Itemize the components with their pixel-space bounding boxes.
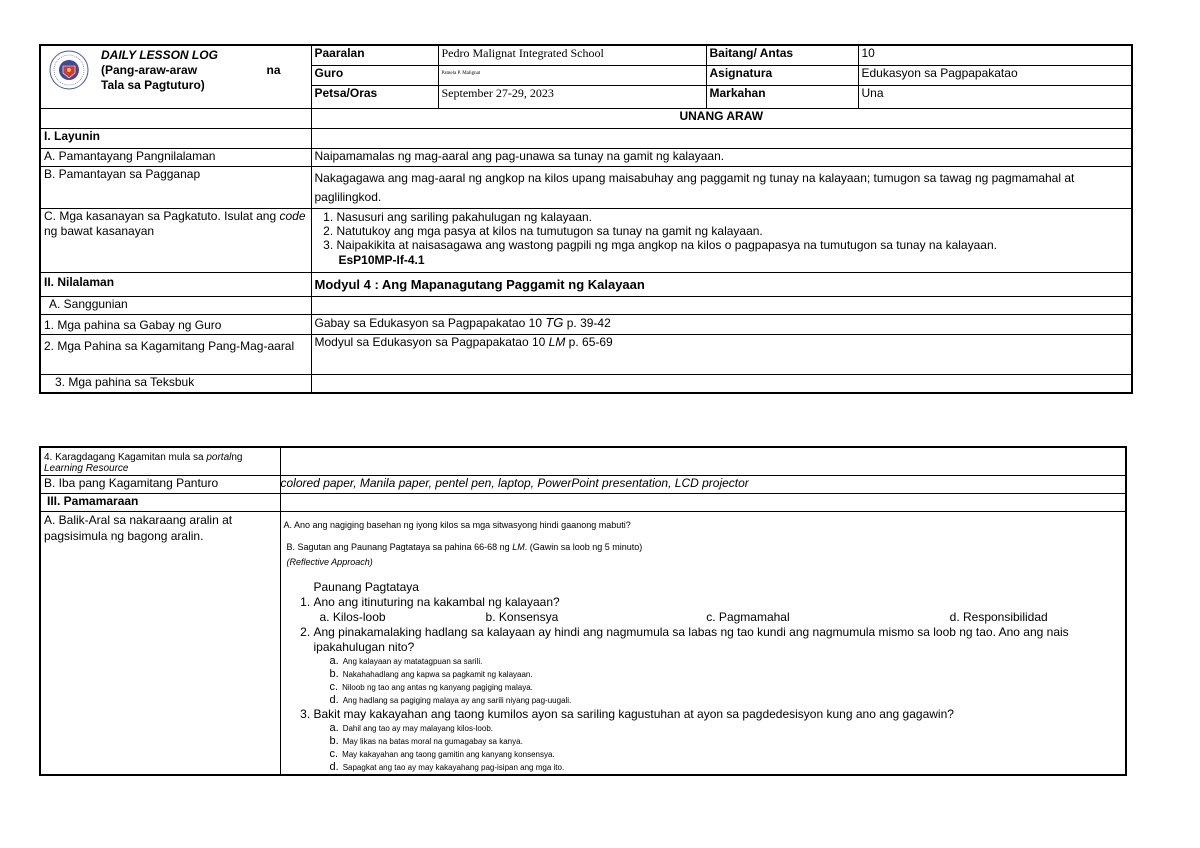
pamamaraan-heading: III. Pamamaraan — [40, 493, 280, 511]
quiz-choice — [330, 722, 1123, 735]
choice-text: Niloob ng tao ang antas ng kanyang pagiging malaya. — [342, 682, 533, 692]
day-title: UNANG ARAW — [311, 109, 1132, 129]
objectives-list — [315, 210, 1129, 252]
paaralan-value: Pedro Malignat Integrated School — [438, 45, 706, 65]
quiz-choices — [314, 722, 1123, 774]
quiz-inline-choices — [314, 610, 1123, 625]
iba-value: colored paper, Manila paper, pentel pen, laptop, PowerPoint presentation, LCD projector — [280, 475, 1126, 493]
pamantayang-pangnilalaman-label: A. Pamantayang Pangnilalaman — [40, 149, 311, 167]
quiz-choice — [330, 761, 1123, 774]
reflective-approach: (Reflective Approach) — [286, 556, 373, 567]
kasanayan-label: C. Mga kasanayan sa Pagkatuto. Isulat ang code ng bawat kasanayan — [40, 209, 311, 273]
choice-text: Sapagkat ang tao ay may kakayahang pag-isipan ang mga ito. — [342, 762, 565, 772]
quiz-question: 3. Bakit may kakayahan ang taong kumilos ayon sa sariling kagustuhan at ayon sa pagdedesisyon kung ano ang gagawin? — [313, 706, 954, 721]
gabay-label: 1. Mga pahina sa Gabay ng Guro — [40, 315, 311, 335]
log-title: DAILY LESSON LOG — [101, 48, 218, 62]
balik-aral-label: A. Balik-Aral sa nakaraang aralin at pagsisimula ng bagong aralin. — [40, 511, 280, 775]
question-b: B. Sagutan ang Paunang Pagtataya sa pahina 66-68 ng LM. (Gawin sa loob ng 5 minuto) — [286, 541, 643, 552]
objective-item: 2. Natutukoy ang mga pasya at kilos na tumutugon sa tunay na gamit ng kalayaan. — [337, 224, 1129, 238]
karagdagang-label: 4. Karagdagang Kagamitan mula sa portalng Learning Resource — [40, 447, 280, 475]
choice-text: May likas na batas moral na gumagabay sa kanya. — [342, 736, 523, 746]
choice-text: Nakahahadlang ang kapwa sa pagkamit ng kalayaan. — [342, 669, 533, 679]
balik-aral-content — [280, 511, 1126, 775]
daily-lesson-log-table — [39, 44, 1133, 394]
choice-text: Ang kalayaan ay matatagpuan sa sarili. — [342, 656, 483, 666]
quiz-choice — [330, 681, 1123, 694]
choice-letter: b. — [329, 667, 339, 680]
pamamaraan-table — [39, 446, 1127, 776]
asignatura-value: Edukasyon sa Pagpapakatao — [858, 65, 1132, 85]
choice-letter: b. — [329, 734, 339, 747]
choice-letter: c. — [329, 680, 339, 693]
quiz-question: 2. Ang pinakamalaking hadlang sa kalayaan ay hindi ang nagmumula sa labas ng tao kundi ang nagmumula mismo sa loob ng tao. Ano ang nais ipakahulugan nito? — [313, 624, 1069, 654]
layunin-heading: I. Layunin — [40, 129, 311, 149]
choice-letter: c. — [329, 747, 339, 760]
quiz-choice — [330, 668, 1123, 681]
header-title-cell — [40, 45, 311, 109]
question-a: A. Ano ang nagiging basehan ng iyong kilos sa mga sitwasyong hindi gaanong mabuti? — [283, 519, 631, 530]
quiz-item — [314, 707, 1123, 774]
quiz-choice — [330, 748, 1123, 761]
competency-code: EsP10MP-If-4.1 — [338, 253, 425, 267]
quiz-item — [314, 595, 1123, 625]
quiz-choice — [330, 655, 1123, 668]
nilalaman-heading: II. Nilalaman — [40, 273, 311, 297]
objective-item: 1. Nasusuri ang sariling pakahulugan ng kalayaan. — [337, 210, 1129, 224]
guro-value: Pamela P. Malignat — [438, 65, 706, 85]
quiz-choice: b. Konsensya — [485, 609, 559, 624]
quiz-choice — [330, 694, 1123, 707]
petsa-value: September 27-29, 2023 — [438, 86, 706, 109]
nilalaman-value: Modyul 4 : Ang Mapanagutang Paggamit ng Kalayaan — [311, 273, 1132, 297]
iba-label: B. Iba pang Kagamitang Panturo — [40, 475, 280, 493]
markahan-value: Una — [858, 86, 1132, 109]
choice-text: May kakayahan ang taong gamitin ang kanyang konsensya. — [342, 749, 555, 759]
log-subtitle-na: na — [266, 63, 281, 77]
pamantayan-pagganap-label: B. Pamantayan sa Pagganap — [40, 167, 311, 209]
kagamitan-label: 2. Mga Pahina sa Kagamitang Pang-Mag-aaral — [40, 335, 311, 375]
choice-text: Ang hadlang sa pagiging malaya ay ang sarili niyang pag-uugali. — [342, 695, 572, 705]
petsa-label: Petsa/Oras — [311, 86, 438, 109]
markahan-label: Markahan — [706, 86, 858, 109]
paaralan-label: Paaralan — [311, 45, 438, 65]
teksbuk-label: 3. Mga pahina sa Teksbuk — [40, 375, 311, 393]
quiz-choice: a. Kilos-loob — [319, 609, 386, 624]
deped-seal-icon — [49, 50, 89, 90]
quiz-item — [314, 625, 1123, 707]
quiz-list — [284, 595, 1123, 774]
pamantayan-pagganap-value: Nakagagawa ang mag-aaral ng angkop na kilos upang maisabuhay ang paggamit ng tunay na kalayaan; tumugon sa tawag ng pagmamahal at paglilingkod. — [311, 167, 1132, 209]
baitang-value: 10 — [858, 45, 1132, 65]
choice-letter: d. — [329, 760, 339, 773]
sanggunian-label: A. Sanggunian — [40, 297, 311, 315]
pagtataya-title: Paunang Pagtataya — [313, 579, 419, 594]
quiz-question: 1. Ano ang itinuturing na kakambal ng kalayaan? — [313, 594, 560, 609]
choice-letter: d. — [329, 693, 339, 706]
quiz-choice: c. Pagmamahal — [706, 609, 790, 624]
quiz-choices — [314, 655, 1123, 707]
quiz-choice — [330, 735, 1123, 748]
log-subtitle-1: (Pang-araw-araw — [101, 63, 198, 77]
kasanayan-objectives — [311, 209, 1132, 273]
objective-item: 3. Naipakikita at naisasagawa ang wastong pagpili ng mga angkop na kilos o pagpapasya na tumutugon sa tunay na kalayaan. — [337, 238, 1129, 252]
choice-letter: a. — [329, 721, 339, 734]
choice-text: Dahil ang tao ay may malayang kilos-loob. — [342, 723, 493, 733]
guro-label: Guro — [311, 65, 438, 85]
choice-letter: a. — [329, 654, 339, 667]
quiz-choice: d. Responsibilidad — [949, 609, 1048, 624]
log-subtitle-2: Tala sa Pagtuturo) — [101, 78, 205, 92]
baitang-label: Baitang/ Antas — [706, 45, 858, 65]
asignatura-label: Asignatura — [706, 65, 858, 85]
pamantayang-pangnilalaman-value: Naipamamalas ng mag-aaral ang pag-unawa sa tunay na gamit ng kalayaan. — [311, 149, 1132, 167]
gabay-value: Gabay sa Edukasyon sa Pagpapakatao 10 TG p. 39-42 — [311, 315, 1132, 335]
kagamitan-value: Modyul sa Edukasyon sa Pagpapakatao 10 LM p. 65-69 — [311, 335, 1132, 375]
